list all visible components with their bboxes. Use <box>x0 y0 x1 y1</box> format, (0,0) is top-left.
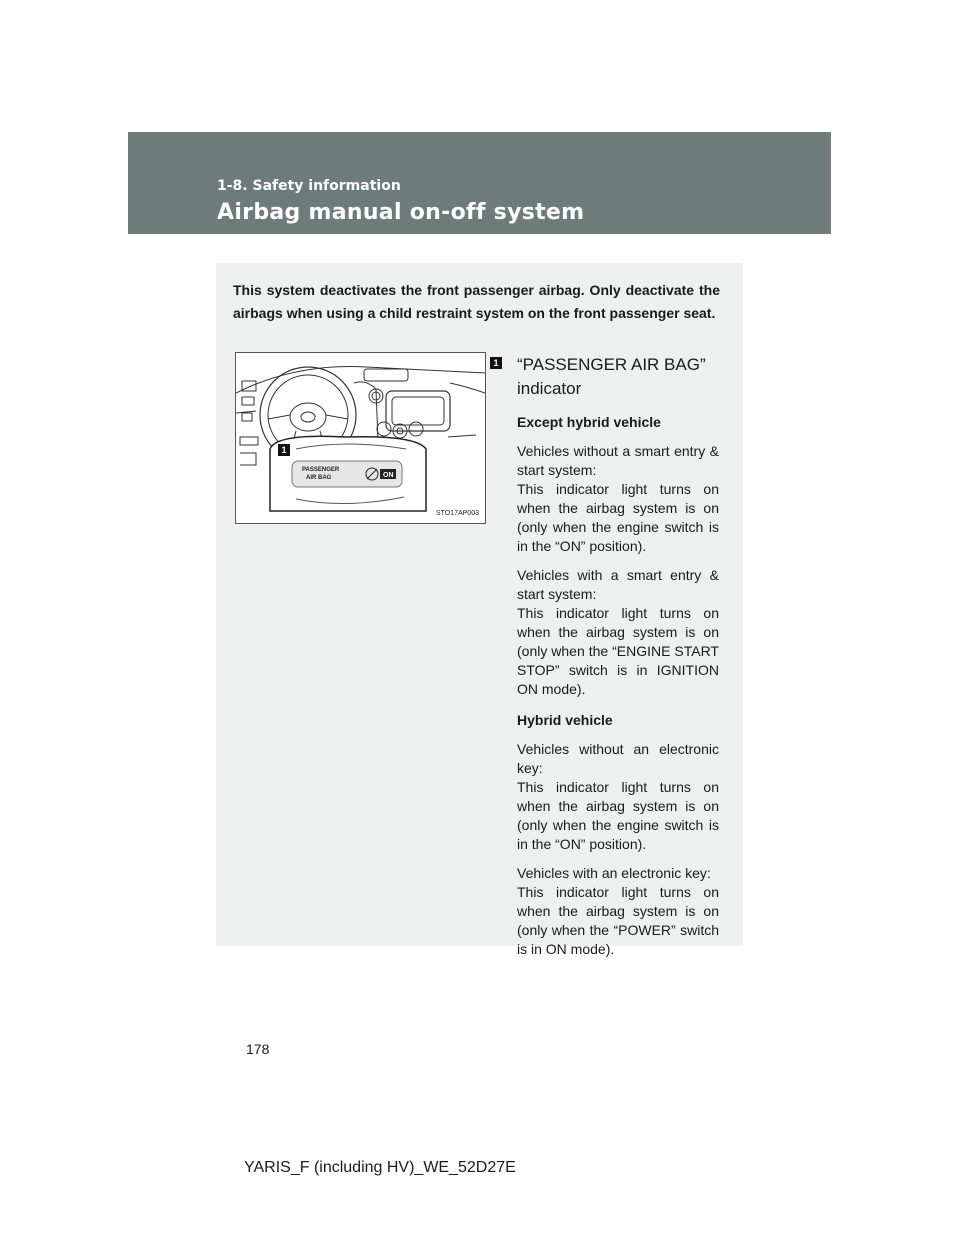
dashboard-illustration <box>236 353 485 523</box>
figure-passenger-label: PASSENGER <box>302 467 340 473</box>
paragraph-body: This indicator light turns on when the airbag system is on (only when the “POWER” switch is in ON mode). <box>517 884 719 957</box>
page-number: 178 <box>246 1041 270 1057</box>
item-title: “PASSENGER AIR BAG” indicator <box>517 355 706 398</box>
paragraph-lead: Vehicles with a smart entry & start system: <box>517 567 719 602</box>
figure-callout-badge: 1 <box>278 444 290 456</box>
paragraph-body: This indicator light turns on when the airbag system is on (only when the engine switch is in the “ON” position). <box>517 481 719 554</box>
subhead-except-hybrid: Except hybrid vehicle <box>517 414 661 430</box>
content-panel <box>216 263 743 957</box>
figure-airbag-label: AIR BAG <box>306 475 332 481</box>
subhead-hybrid: Hybrid vehicle <box>517 712 613 728</box>
figure-code: STO17AP003 <box>435 510 479 517</box>
paragraph-no-electronic-key <box>517 740 719 854</box>
intro-text: This system deactivates the front passenger airbag. Only deactivate the airbags when using a child restraint system on the front passenger seat. <box>233 282 720 321</box>
paragraph-smart-entry <box>517 566 719 699</box>
item-heading <box>493 353 719 401</box>
paragraph-lead: Vehicles without an electronic key: <box>517 741 719 776</box>
document-code: YARIS_F (including HV)_WE_52D27E <box>244 1159 516 1176</box>
page-title: Airbag manual on-off system <box>217 200 585 225</box>
section-label: 1-8. Safety information <box>217 178 401 194</box>
dashboard-figure <box>235 352 486 524</box>
paragraph-lead: Vehicles without a smart entry & start system: <box>517 443 719 478</box>
paragraph-body: This indicator light turns on when the airbag system is on (only when the engine switch is in the “ON” position). <box>517 779 719 852</box>
item-badge: 1 <box>490 357 502 369</box>
figure-on-label: ON <box>383 472 394 479</box>
paragraph-body: This indicator light turns on when the airbag system is on (only when the “ENGINE START STOP” switch is in IGNITION ON mode). <box>517 605 719 697</box>
description-column <box>493 353 719 959</box>
paragraph-lead: Vehicles with an electronic key: <box>517 865 711 881</box>
paragraph-no-smart-entry <box>517 442 719 556</box>
paragraph-electronic-key <box>517 864 719 959</box>
